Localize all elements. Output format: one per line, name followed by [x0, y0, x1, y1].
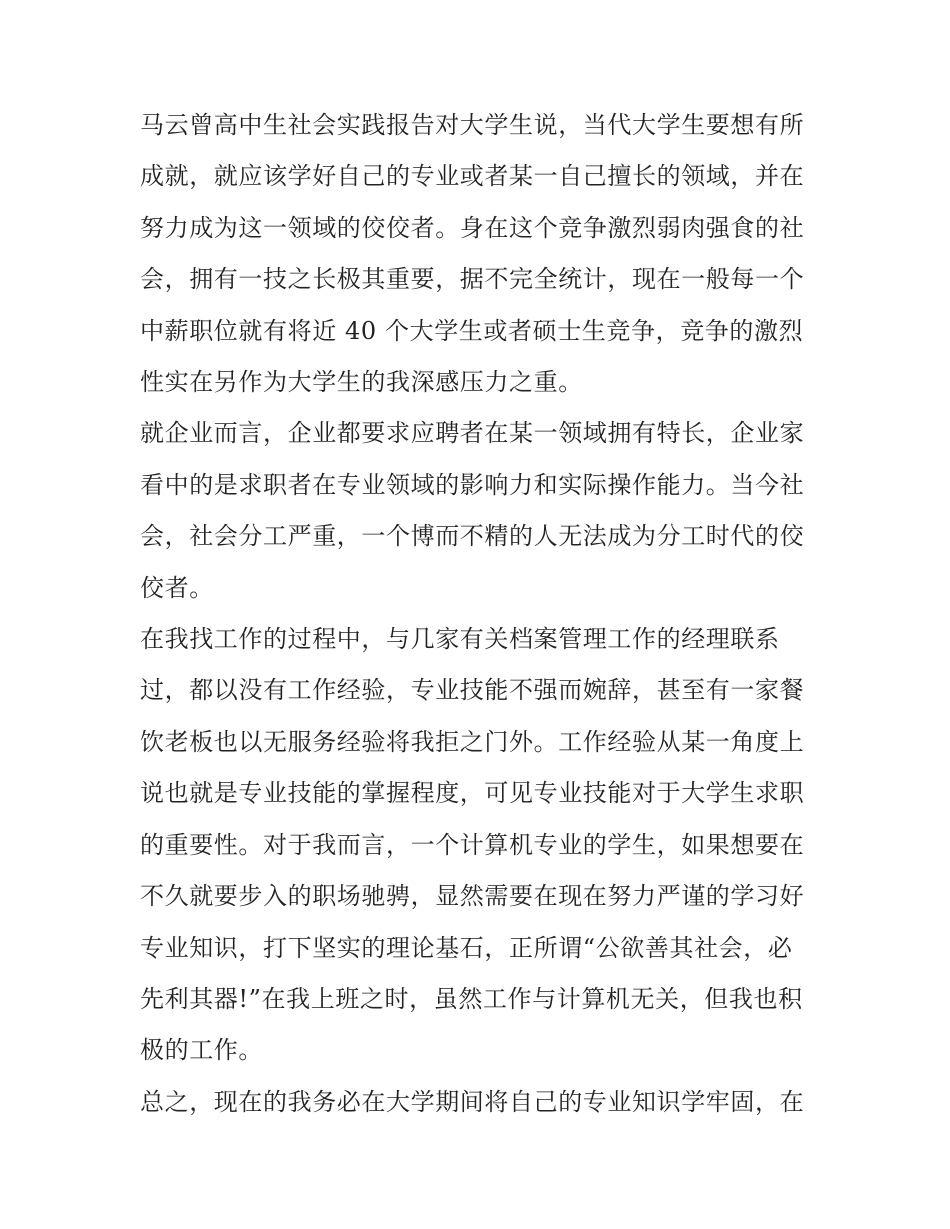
- text-line: 看中的是求职者在专业领域的影响力和实际操作能力。当今社: [140, 470, 805, 499]
- text-line: 专业知识，打下坚实的理论基石，正所谓“公欲善其社会，必: [140, 933, 793, 962]
- text-line: 佼者。: [140, 573, 214, 602]
- paragraph-1: [140, 100, 820, 408]
- text-line: 过，都以没有工作经验，专业技能不强而婉辞，甚至有一家餐: [140, 676, 805, 705]
- text-line: 成就，就应该学好自己的专业或者某一自己擅长的领域，并在: [140, 162, 805, 191]
- text-line: 就企业而言，企业都要求应聘者在某一领域拥有特长，企业家: [140, 419, 805, 448]
- text-line: 总之，现在的我务必在大学期间将自己的专业知识学牢固，在: [140, 1087, 805, 1116]
- text-line: 努力成为这一领域的佼佼者。身在这个竞争激烈弱肉强食的社: [140, 213, 805, 242]
- text-line: 会，拥有一技之长极其重要，据不完全统计，现在一般每一个: [140, 265, 805, 294]
- text-line: 的重要性。对于我而言，一个计算机专业的学生，如果想要在: [140, 830, 805, 859]
- paragraph-3: [140, 614, 820, 1077]
- text-line: 说也就是专业技能的掌握程度，可见专业技能对于大学生求职: [140, 779, 805, 808]
- text-line: 性实在另作为大学生的我深感压力之重。: [140, 368, 583, 397]
- paragraph-2: [140, 408, 820, 614]
- text-line: 不久就要步入的职场驰骋，显然需要在现在努力严谨的学习好: [140, 882, 805, 911]
- text-line: 极的工作。: [140, 1036, 263, 1065]
- text-line: 中薪职位就有将近 40 个大学生或者硕士生竞争，竞争的激烈: [140, 316, 804, 345]
- text-line: 会，社会分工严重，一个博而不精的人无法成为分工时代的佼: [140, 522, 805, 551]
- text-line: 在我找工作的过程中，与几家有关档案管理工作的经理联系: [140, 625, 780, 654]
- document-body: [140, 100, 820, 1128]
- text-line: 马云曾高中生社会实践报告对大学生说，当代大学生要想有所: [140, 111, 805, 139]
- text-line: 先利其器!”在我上班之时，虽然工作与计算机无关，但我也积: [140, 984, 803, 1013]
- text-line: 饮老板也以无服务经验将我拒之门外。工作经验从某一角度上: [140, 727, 805, 756]
- paragraph-4: [140, 1077, 820, 1128]
